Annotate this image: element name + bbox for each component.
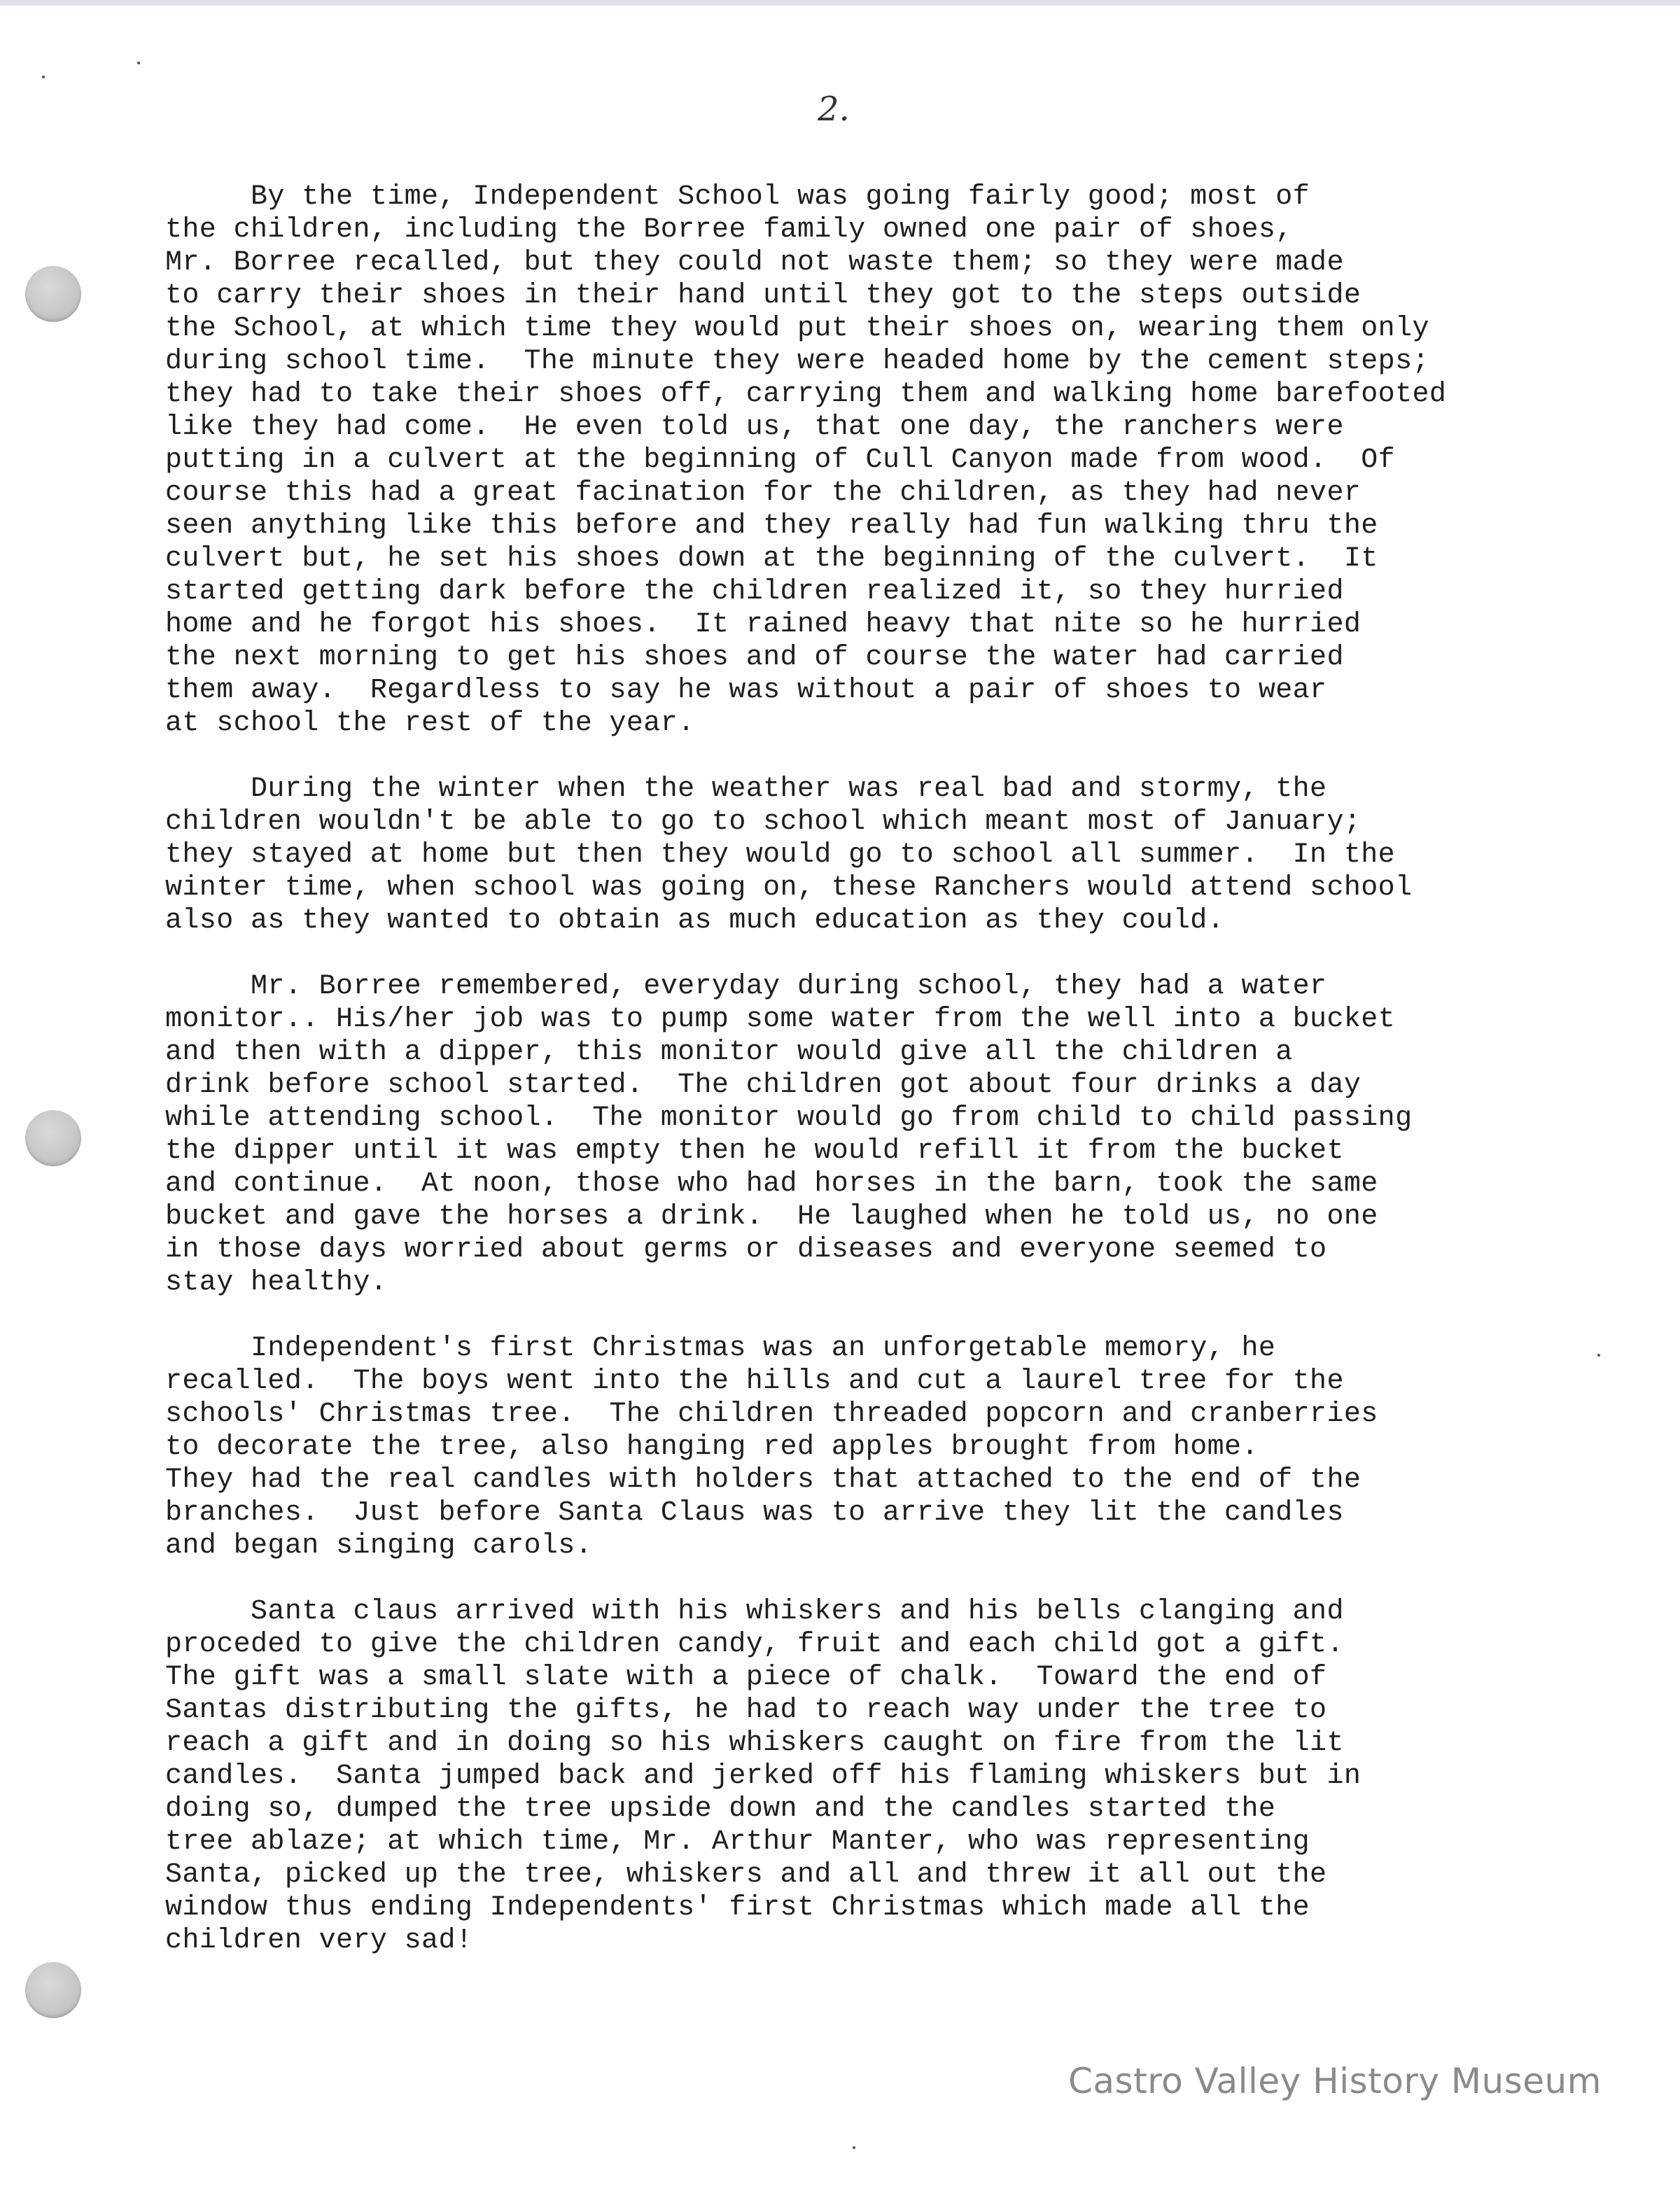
text-line: the children, including the Borree family owned one pair of shoes, <box>165 214 1293 246</box>
text-line: By the time, Independent School was going fairly good; most of <box>165 181 1310 213</box>
text-line: course this had a great facination for the children, as they had never <box>165 477 1362 509</box>
text-line: bucket and gave the horses a drink. He laughed when he told us, no one <box>165 1201 1378 1233</box>
text-line: the next morning to get his shoes and of course the water had carried <box>165 642 1344 673</box>
scan-speck <box>42 76 45 78</box>
text-line: children wouldn't be able to go to school which meant most of January; <box>165 806 1362 838</box>
text-line: also as they wanted to obtain as much education as they could. <box>165 905 1225 937</box>
binder-punch-hole <box>25 266 81 322</box>
text-line: stay healthy. <box>165 1267 388 1298</box>
text-line: Mr. Borree recalled, but they could not waste them; so they were made <box>165 247 1344 279</box>
text-line: monitor.. His/her job was to pump some water from the well into a bucket <box>165 1004 1396 1035</box>
text-line: and began singing carols. <box>165 1530 593 1562</box>
paragraph-4 <box>165 1332 1680 1562</box>
text-line: children very sad! <box>165 1925 473 1956</box>
text-line: They had the real candles with holders that attached to the end of the <box>165 1464 1362 1496</box>
text-line: putting in a culvert at the beginning of Cull Canyon made from wood. Of <box>165 444 1396 476</box>
text-line: reach a gift and in doing so his whiskers caught on fire from the lit <box>165 1728 1344 1759</box>
text-line: the dipper until it was empty then he would refill it from the bucket <box>165 1135 1344 1167</box>
paragraph-5 <box>165 1595 1680 1957</box>
text-line: started getting dark before the children realized it, so they hurried <box>165 576 1344 608</box>
text-line: to decorate the tree, also hanging red apples brought from home. <box>165 1432 1259 1463</box>
text-line: while attending school. The monitor would go from child to child passing <box>165 1102 1413 1134</box>
text-line: at school the rest of the year. <box>165 708 695 739</box>
text-line: Santa claus arrived with his whiskers and his bells clanging and <box>165 1596 1344 1628</box>
text-line: to carry their shoes in their hand until they got to the steps outside <box>165 280 1362 312</box>
text-line: the School, at which time they would put their shoes on, wearing them only <box>165 313 1429 344</box>
scan-top-edge <box>0 0 1680 6</box>
paragraph-3 <box>165 970 1680 1299</box>
document-body <box>165 181 1680 1990</box>
text-line: they had to take their shoes off, carrying them and walking home barefooted <box>165 379 1447 410</box>
museum-watermark: Castro Valley History Museum <box>1068 2061 1602 2101</box>
text-line: they stayed at home but then they would go to school all summer. In the <box>165 839 1396 871</box>
text-line: and then with a dipper, this monitor would give all the children a <box>165 1037 1293 1068</box>
text-line: and continue. At noon, those who had horses in the barn, took the same <box>165 1168 1378 1200</box>
text-line: seen anything like this before and they really had fun walking thru the <box>165 510 1378 542</box>
text-line: candles. Santa jumped back and jerked off his flaming whiskers but in <box>165 1760 1362 1792</box>
text-line: tree ablaze; at which time, Mr. Arthur Manter, who was representing <box>165 1826 1310 1858</box>
scan-speck <box>137 62 140 64</box>
text-line: winter time, when school was going on, these Ranchers would attend school <box>165 872 1413 904</box>
text-line: drink before school started. The children got about four drinks a day <box>165 1070 1362 1101</box>
paragraph-2 <box>165 773 1680 937</box>
text-line: During the winter when the weather was real bad and stormy, the <box>165 774 1327 805</box>
binder-punch-hole <box>25 1962 81 2018</box>
text-line: home and he forgot his shoes. It rained heavy that nite so he hurried <box>165 609 1362 640</box>
text-line: doing so, dumped the tree upside down and the candles started the <box>165 1793 1276 1825</box>
text-line: Mr. Borree remembered, everyday during school, they had a water <box>165 971 1327 1002</box>
text-line: window thus ending Independents' first Christmas which made all the <box>165 1892 1310 1924</box>
binder-punch-hole <box>25 1110 81 1166</box>
text-line: Santa, picked up the tree, whiskers and all and threw it all out the <box>165 1859 1327 1891</box>
paragraph-1 <box>165 181 1680 740</box>
text-line: in those days worried about germs or diseases and everyone seemed to <box>165 1234 1327 1266</box>
text-line: Independent's first Christmas was an unforgetable memory, he <box>165 1333 1276 1364</box>
text-line: during school time. The minute they were headed home by the cement steps; <box>165 346 1429 377</box>
text-line: The gift was a small slate with a piece of chalk. Toward the end of <box>165 1662 1327 1693</box>
text-line: like they had come. He even told us, that one day, the ranchers were <box>165 412 1344 443</box>
text-line: Santas distributing the gifts, he had to reach way under the tree to <box>165 1695 1327 1726</box>
page-number: 2. <box>818 90 850 129</box>
text-line: proceded to give the children candy, fruit and each child got a gift. <box>165 1629 1344 1660</box>
text-line: culvert but, he set his shoes down at the beginning of the culvert. It <box>165 543 1378 575</box>
text-line: them away. Regardless to say he was without a pair of shoes to wear <box>165 675 1327 706</box>
text-line: recalled. The boys went into the hills and cut a laurel tree for the <box>165 1366 1344 1397</box>
text-line: branches. Just before Santa Claus was to arrive they lit the candles <box>165 1497 1344 1529</box>
text-line: schools' Christmas tree. The children threaded popcorn and cranberries <box>165 1399 1378 1430</box>
scan-speck <box>853 2146 855 2149</box>
